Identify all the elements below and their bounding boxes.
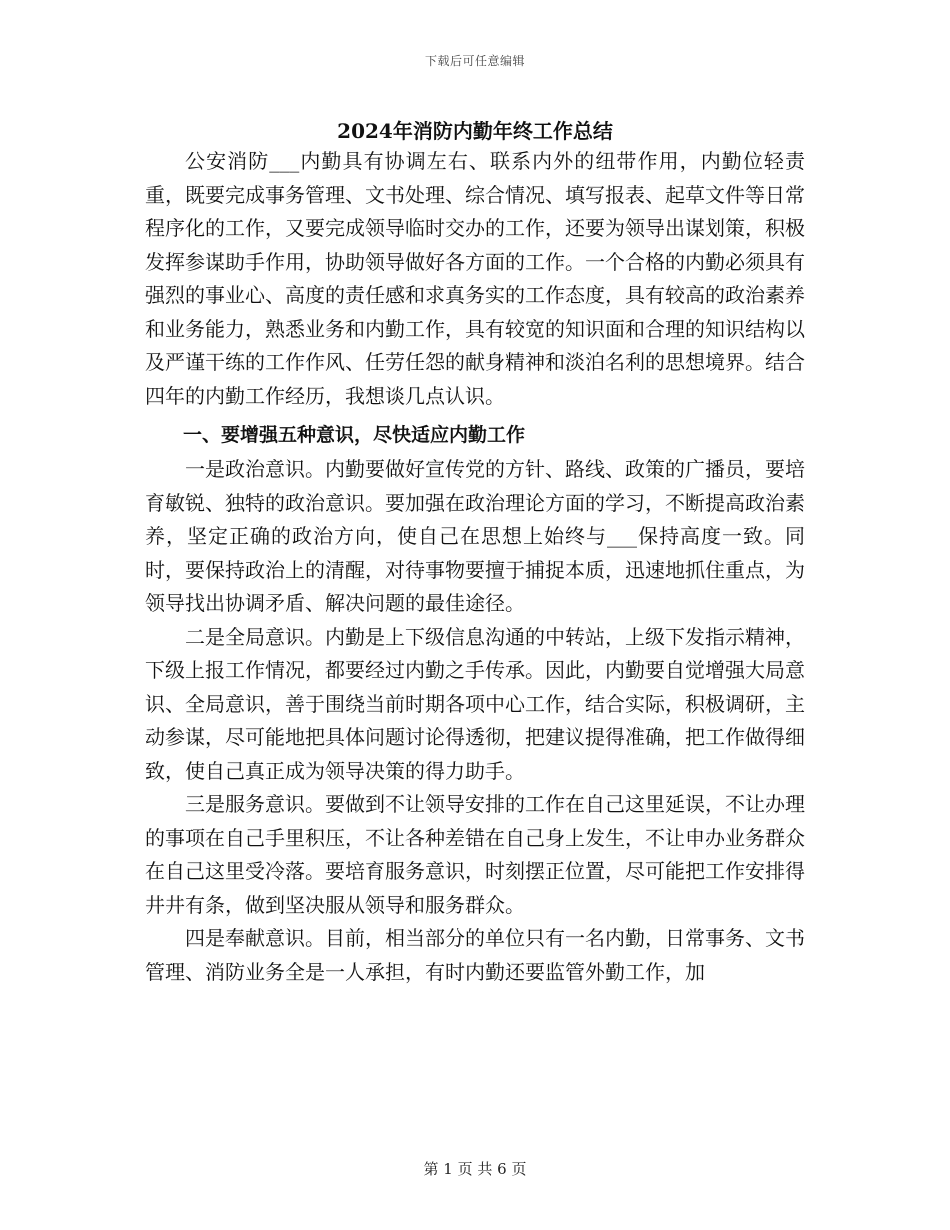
document-body <box>145 145 805 989</box>
paragraph-dedication-awareness: 四是奉献意识。目前，相当部分的单位只有一名内勤，日常事务、文书管理、消防业务全是一人承担，有时内勤还要监管外勤工作，加 <box>145 926 805 984</box>
intro-paragraph: 公安消防___内勤具有协调左右、联系内外的纽带作用，内勤位轻责重，既要完成事务管理、文书处理、综合情况、填写报表、起草文件等日常程序化的工作，又要完成领导临时交办的工作，还要为领导出谋划策，积极发挥参谋助手作用，协助领导做好各方面的工作。一个合格的内勤必须具有强烈的事业心、高度的责任感和求真务实的工作态度，具有较高的政治素养和业务能力，熟悉业务和内勤工作，具有较宽的知识面和合理的知识结构以及严谨干练的工作作风、任劳任怨的献身精神和淡泊名利的思想境界。结合四年的内勤工作经历，我想谈几点认识。 <box>145 149 805 408</box>
section-heading: 一、要增强五种意识，尽快适应内勤工作 <box>183 424 526 446</box>
header-note: 下载后可任意编辑 <box>424 54 525 68</box>
paragraph-overall-awareness: 二是全局意识。内勤是上下级信息沟通的中转站，上级下发指示精神，下级上报工作情况，都要经过内勤之手传承。因此，内勤要自觉增强大局意识、全局意识，善于围绕当前时期各项中心工作，结合实际，积极调研，主动参谋，尽可能地把具体问题讨论得透彻，把建议提得准确，把工作做得细致，使自己真正成为领导决策的得力助手。 <box>145 624 805 783</box>
paragraph-service-awareness: 三是服务意识。要做到不让领导安排的工作在自己这里延误，不让办理的事项在自己手里积压，不让各种差错在自己身上发生，不让申办业务群众在自己这里受冷落。要培育服务意识，时刻摆正位置，尽可能把工作安排得井井有条，做到坚决服从领导和服务群众。 <box>145 792 805 917</box>
document-title: 2024年消防内勤年终工作总结 <box>337 119 613 143</box>
page-footer: 第 1 页 共 6 页 <box>423 1160 527 1178</box>
paragraph-political-awareness: 一是政治意识。内勤要做好宣传党的方针、路线、政策的广播员，要培育敏锐、独特的政治意识。要加强在政治理论方面的学习，不断提高政治素养，坚定正确的政治方向，使自己在思想上始终与___保持高度一致。同时，要保持政治上的清醒，对待事物要擅于捕捉本质，迅速地抓住重点，为领导找出协调矛盾、解决问题的最佳途径。 <box>145 457 805 615</box>
